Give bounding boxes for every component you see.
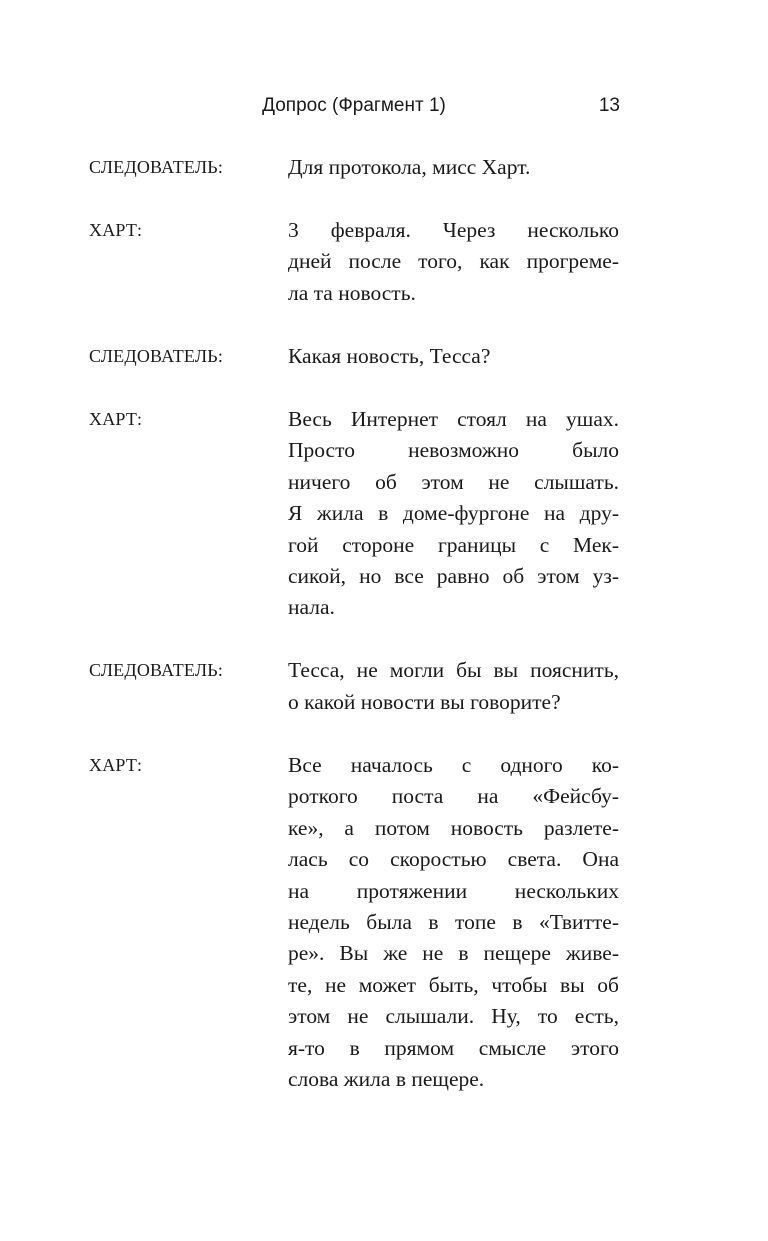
dialogue-line: ничего об этом не слышать. xyxy=(288,470,619,494)
dialogue-line: Тесса, не могли бы вы пояснить, xyxy=(288,658,619,682)
dialogue-line: о какой новости вы говорите? xyxy=(288,690,561,714)
dialogue-line: те, не может быть, чтобы вы об xyxy=(288,973,619,997)
speaker-label: СЛЕДОВАТЕЛЬ: xyxy=(89,346,224,366)
dialogue-line: лась со скоростью света. Она xyxy=(288,847,619,871)
running-header-title: Допрос (Фрагмент 1) xyxy=(262,95,446,116)
dialogue-line: Просто невозможно было xyxy=(288,438,619,462)
dialogue-line: Какая новость, Тесса? xyxy=(288,344,491,368)
dialogue-line: слова жила в пещере. xyxy=(288,1067,485,1091)
speaker-label: СЛЕДОВАТЕЛЬ: xyxy=(89,660,224,680)
dialogue-line: дней после того, как прогреме- xyxy=(288,249,619,273)
page-number: 13 xyxy=(598,95,620,116)
dialogue-line: Я жила в доме-фургоне на дру- xyxy=(288,501,619,525)
dialogue-line: Весь Интернет стоял на ушах. xyxy=(288,407,619,431)
dialogue-line: этом не слышали. Ну, то есть, xyxy=(288,1004,619,1028)
dialogue-line: Все началось с одного ко- xyxy=(288,753,619,777)
dialogue-line: ре». Вы же не в пещере живе- xyxy=(288,941,619,965)
dialogue-line: недель была в топе в «Твитте- xyxy=(288,910,619,934)
dialogue-line: я-то в прямом смысле этого xyxy=(288,1036,619,1060)
speaker-label: ХАРТ: xyxy=(89,220,143,240)
speaker-label: ХАРТ: xyxy=(89,755,143,775)
speaker-label: ХАРТ: xyxy=(89,409,143,429)
dialogue-line: гой стороне границы с Мек- xyxy=(288,533,619,557)
dialogue-line: на протяжении нескольких xyxy=(288,879,619,903)
dialogue-line: 3 февраля. Через несколько xyxy=(288,218,619,242)
dialogue-line: ла та новость. xyxy=(288,281,416,305)
speaker-label: СЛЕДОВАТЕЛЬ: xyxy=(89,157,224,177)
dialogue-line: сикой, но все равно об этом уз- xyxy=(288,564,619,588)
dialogue-line: роткого поста на «Фейсбу- xyxy=(288,784,619,808)
dialogue-line: Для протокола, мисс Харт. xyxy=(288,155,531,179)
dialogue-line: ке», а потом новость разлете- xyxy=(288,816,619,840)
dialogue-line: нала. xyxy=(288,595,335,619)
